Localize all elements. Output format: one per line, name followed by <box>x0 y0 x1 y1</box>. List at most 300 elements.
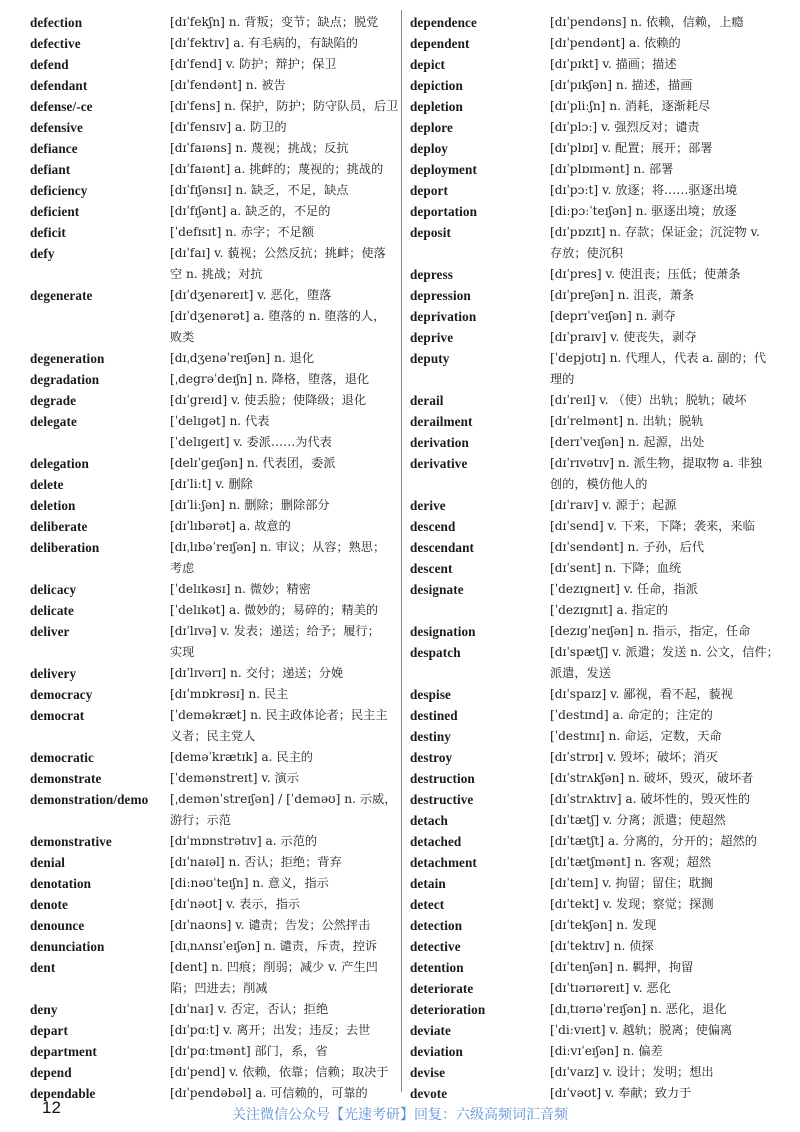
definition <box>170 747 395 768</box>
definition-line: [derɪˈveɪʃən] n. 起源，出处 <box>550 435 705 449</box>
definition-line: [dɪˌdʒenəˈreɪʃən] n. 退化 <box>170 351 315 365</box>
definition-line: [dɪˌlɪbəˈreɪʃən] n. 审议；从容；熟思； <box>170 540 386 554</box>
headword: delicate <box>30 603 75 618</box>
definition <box>550 978 775 999</box>
definition-line: [diːpɔːˈteɪʃən] n. 驱逐出境；放逐 <box>550 204 737 218</box>
vocab-entry <box>410 264 775 285</box>
definition <box>550 558 775 579</box>
headword: deputy <box>410 351 450 366</box>
definition <box>550 516 775 537</box>
definition-line: [dɪˈfekʃn] n. 背叛；变节；缺点；脱党 <box>170 15 379 29</box>
headword: department <box>30 1044 97 1059</box>
definition <box>170 1020 395 1041</box>
definition <box>550 684 775 705</box>
definition-line: [ˈdepjʊtɪ] n. 代理人，代表 a. 副的；代 <box>550 351 767 365</box>
definition-line: [dɪˈlɪvə] v. 发表；递送；给予；履行； <box>170 624 380 638</box>
headword: depart <box>30 1023 68 1038</box>
headword: defend <box>30 57 69 72</box>
headword: denotation <box>30 876 92 891</box>
definition <box>550 1020 775 1041</box>
headword: dent <box>30 960 56 975</box>
definition-line: [dɪˈtenʃən] n. 羁押，拘留 <box>550 960 694 974</box>
definition-line: [dɪˈraɪv] v. 源于；起源 <box>550 498 677 512</box>
definition-line: [dɪˈtætʃ] v. 分离；派遣；使超然 <box>550 813 726 827</box>
headword: defendant <box>30 78 88 93</box>
vocab-entry <box>410 1083 775 1104</box>
definition-line: [diːnəʊˈteɪʃn] n. 意义，指示 <box>170 876 329 890</box>
vocab-entry <box>410 138 775 159</box>
vocab-entry <box>410 726 775 747</box>
definition-line: [ˌdegrəˈdeɪʃn] n. 降格，堕落，退化 <box>170 372 370 386</box>
definition <box>170 348 395 369</box>
definition <box>550 1083 775 1104</box>
vocab-entry <box>410 894 775 915</box>
definition <box>170 936 395 957</box>
vocab-entry <box>30 159 395 180</box>
headword: deterioration <box>410 1002 486 1017</box>
vocab-entry <box>410 831 775 852</box>
definition-line: [dɪˈtætʃt] a. 分离的，分开的；超然的 <box>550 834 757 848</box>
definition <box>550 831 775 852</box>
headword: designate <box>410 582 464 597</box>
definition-line: [ˌdemənˈstreɪʃən] / [ˈdeməʊ] n. 示威， <box>170 792 397 806</box>
definition <box>550 852 775 873</box>
definition-line: [dɪˈnaʊns] v. 谴责；告发；公然抨击 <box>170 918 371 932</box>
vocab-entry <box>30 348 395 369</box>
vocab-entry <box>30 474 395 495</box>
vocab-entry <box>30 789 395 831</box>
vocab-entry <box>410 411 775 432</box>
vocab-entry <box>410 285 775 306</box>
vocab-entry <box>410 1020 775 1041</box>
definition <box>170 285 395 348</box>
definition <box>550 12 775 33</box>
definition <box>170 390 395 411</box>
headword: deficiency <box>30 183 88 198</box>
definition-line: 空 n. 挑战；对抗 <box>170 267 263 281</box>
headword: deliver <box>30 624 70 639</box>
vocab-entry <box>30 369 395 390</box>
headword: deviate <box>410 1023 451 1038</box>
definition <box>550 957 775 978</box>
vocab-entry <box>410 222 775 264</box>
vocab-entry <box>410 747 775 768</box>
definition-line: [dɪˈdʒenərət] a. 堕落的 n. 堕落的人， <box>170 309 386 323</box>
headword: deliberate <box>30 519 88 534</box>
headword: derivative <box>410 456 468 471</box>
headword: defiant <box>30 162 71 177</box>
definition <box>170 684 395 705</box>
headword: delete <box>30 477 64 492</box>
definition-line: [dɪˈstrɒɪ] v. 毁坏；破坏；消灭 <box>550 750 718 764</box>
definition-line: [dɪˈliːt] v. 删除 <box>170 477 253 491</box>
headword: dependable <box>30 1086 96 1101</box>
vocab-entry <box>410 915 775 936</box>
vocab-entry <box>410 180 775 201</box>
headword: derivation <box>410 435 469 450</box>
definition <box>550 705 775 726</box>
definition <box>550 159 775 180</box>
definition <box>170 831 395 852</box>
definition <box>170 453 395 474</box>
definition <box>170 789 396 831</box>
definition <box>170 54 395 75</box>
vocab-entry <box>30 33 395 54</box>
definition-line: [dɪˈstrʌktɪv] a. 破坏性的，毁灭性的 <box>550 792 751 806</box>
vocab-entry <box>30 1062 395 1083</box>
vocab-entry <box>30 831 395 852</box>
definition-line: [dɪˌnʌnsɪˈeɪʃən] n. 谴责，斥责，控诉 <box>170 939 378 953</box>
definition-line: [dɪˈvaɪz] v. 设计；发明；想出 <box>550 1065 714 1079</box>
headword: denial <box>30 855 66 870</box>
headword: democrat <box>30 708 85 723</box>
left-column <box>30 12 399 1104</box>
definition-line: [dɪˈspaɪz] v. 鄙视，看不起，藐视 <box>550 687 733 701</box>
headword: defiance <box>30 141 78 156</box>
vocab-entry <box>30 201 395 222</box>
headword: denunciation <box>30 939 105 954</box>
definition <box>550 894 775 915</box>
headword: deport <box>410 183 448 198</box>
definition <box>550 768 775 789</box>
headword: degradation <box>30 372 100 387</box>
headword: demonstrative <box>30 834 112 849</box>
headword: defective <box>30 36 81 51</box>
vocab-entry <box>410 789 775 810</box>
headword: detachment <box>410 855 477 870</box>
definition-line: [dɪˈpɑːt] v. 离开；出发；违反；去世 <box>170 1023 371 1037</box>
definition <box>170 75 395 96</box>
definition <box>170 117 395 138</box>
headword: defy <box>30 246 55 261</box>
definition-line: [dɪˈnəʊt] v. 表示，指示 <box>170 897 301 911</box>
vocab-entry <box>30 54 395 75</box>
vocab-entry <box>410 96 775 117</box>
definition-line: [ˈdezɪgnɪt] a. 指定的 <box>550 603 669 617</box>
definition <box>550 54 775 75</box>
definition <box>170 12 395 33</box>
vocab-entry <box>30 1083 395 1104</box>
definition-line: [dɪˈplɔː] v. 强烈反对；谴责 <box>550 120 700 134</box>
definition-line: [dɪˈstrʌkʃən] n. 破坏，毁灭，破坏者 <box>550 771 754 785</box>
definition <box>550 726 775 747</box>
vocab-entry <box>30 579 395 600</box>
definition <box>170 369 395 390</box>
definition <box>170 1062 395 1083</box>
definition-line: [dɪˈfaɪəns] n. 蔑视；挑战；反抗 <box>170 141 349 155</box>
definition-line: [ˈdezɪgneɪt] v. 任命，指派 <box>550 582 698 596</box>
definition-line: [dezɪgˈneɪʃən] n. 指示，指定，任命 <box>550 624 751 638</box>
definition <box>550 453 775 495</box>
definition-line: [ˈdeməkræt] n. 民主政体论者；民主主 <box>170 708 388 722</box>
headword: delicacy <box>30 582 77 597</box>
headword: designation <box>410 624 476 639</box>
definition <box>170 201 395 222</box>
definition <box>550 222 775 264</box>
definition <box>550 306 775 327</box>
headword: dependent <box>410 36 470 51</box>
vocab-entry <box>30 1020 395 1041</box>
headword: demonstrate <box>30 771 102 786</box>
vocab-entry <box>30 684 395 705</box>
vocab-entry <box>30 705 395 747</box>
definition-line: [dent] n. 凹痕；削弱；减少 v. 产生凹 <box>170 960 378 974</box>
definition-line: [dɪˈrelmənt] n. 出轨；脱轨 <box>550 414 704 428</box>
vocab-entry <box>410 936 775 957</box>
definition-line: [dɪˈteɪn] v. 拘留；留住；耽搁 <box>550 876 713 890</box>
headword: depress <box>410 267 453 282</box>
definition-line: [dɪˈpend] v. 依赖，依靠；信赖；取决于 <box>170 1065 389 1079</box>
headword: denote <box>30 897 68 912</box>
headword: defensive <box>30 120 83 135</box>
definition-line: [dɪˈfɪʃənt] a. 缺乏的，不足的 <box>170 204 331 218</box>
headword: destruction <box>410 771 475 786</box>
definition-line: [dɪˈnaɪ] v. 否定，否认；拒绝 <box>170 1002 329 1016</box>
definition <box>550 915 775 936</box>
definition <box>550 642 779 684</box>
headword: despise <box>410 687 452 702</box>
definition <box>550 810 775 831</box>
headword: delivery <box>30 666 77 681</box>
vocab-entry <box>30 243 395 285</box>
vocab-entry <box>30 915 395 936</box>
definition <box>170 873 395 894</box>
headword: defense/-ce <box>30 99 93 114</box>
vocab-entry <box>30 537 395 579</box>
vocab-entry <box>410 810 775 831</box>
definition-line: [dɪˈtektɪv] n. 侦探 <box>550 939 654 953</box>
definition <box>170 705 395 747</box>
definition-line: [dɪˈpreʃən] n. 沮丧，萧条 <box>550 288 695 302</box>
definition <box>170 1083 395 1104</box>
definition-line: [dɪˈlɪvərɪ] n. 交付；递送；分娩 <box>170 666 344 680</box>
vocab-entry <box>410 621 775 642</box>
definition-line: [dɪˈpɑːtmənt] 部门，系，省 <box>170 1044 328 1058</box>
definition-line: [dɪˈfensɪv] a. 防卫的 <box>170 120 287 134</box>
definition <box>550 579 775 621</box>
headword: detection <box>410 918 463 933</box>
vocab-entry <box>30 180 395 201</box>
headword: delegation <box>30 456 89 471</box>
definition-line: [dɪˈpɔːt] v. 放逐；将……驱逐出境 <box>550 183 738 197</box>
definition-line: [dɪˈpendəbəl] a. 可信赖的，可靠的 <box>170 1086 368 1100</box>
definition-line: [dɪˈspætʃ] v. 派遣；发送 n. 公文，信件； <box>550 645 779 659</box>
definition <box>550 75 775 96</box>
definition <box>550 180 775 201</box>
headword: demonstration/demo <box>30 792 149 807</box>
headword: devise <box>410 1065 446 1080</box>
definition-line: [dɪˈrɪvətɪv] n. 派生物，提取物 a. 非独 <box>550 456 763 470</box>
definition <box>550 747 775 768</box>
vocab-entry <box>30 96 399 117</box>
definition-line: [dɪˈsend] v. 下来，下降；袭来，来临 <box>550 519 755 533</box>
definition <box>550 348 775 390</box>
definition <box>550 33 775 54</box>
headword: detach <box>410 813 448 828</box>
vocab-entry <box>30 957 395 999</box>
definition-line: [ˈdefɪsɪt] n. 赤字；不足额 <box>170 225 314 239</box>
definition-line: [dɪˈfend] v. 防护；辩护；保卫 <box>170 57 337 71</box>
vocab-entry <box>30 453 395 474</box>
definition <box>550 411 775 432</box>
definition-line: [delɪˈgeɪʃən] n. 代表团，委派 <box>170 456 336 470</box>
definition-line: [dɪˈdʒenəreɪt] v. 恶化，堕落 <box>170 288 332 302</box>
definition <box>550 432 775 453</box>
definition <box>170 222 395 243</box>
page-number: 12 <box>42 1098 61 1117</box>
definition-line: [dɪˈpɒzɪt] n. 存款；保证金；沉淀物 v. <box>550 225 760 239</box>
definition <box>170 411 395 453</box>
definition <box>550 789 775 810</box>
headword: destructive <box>410 792 474 807</box>
vocab-entry <box>410 75 775 96</box>
vocab-entry <box>410 516 775 537</box>
headword: detect <box>410 897 445 912</box>
headword: depiction <box>410 78 463 93</box>
headword: destiny <box>410 729 452 744</box>
definition <box>170 138 395 159</box>
definition-line: [dɪˈfektɪv] a. 有毛病的，有缺陷的 <box>170 36 358 50</box>
headword: deletion <box>30 498 76 513</box>
definition-line: 存放；使沉积 <box>550 246 624 260</box>
definition-line: [dɪˈfɪʃənsɪ] n. 缺乏，不足，缺点 <box>170 183 349 197</box>
vocab-entry <box>30 285 395 348</box>
vocab-entry <box>30 663 395 684</box>
definition-line: [dɪˈvəʊt] v. 奉献；致力于 <box>550 1086 692 1100</box>
definition-line: [dɪˈnaɪəl] n. 否认；拒绝；背弃 <box>170 855 342 869</box>
headword: dependence <box>410 15 477 30</box>
definition <box>170 957 395 999</box>
headword: deposit <box>410 225 452 240</box>
vocab-entry <box>410 873 775 894</box>
headword: depression <box>410 288 471 303</box>
definition-line: [dɪˈpɪkʃən] n. 描述，描画 <box>550 78 693 92</box>
vocab-entry <box>30 138 395 159</box>
definition-line: [ˈdelɪkət] a. 微妙的；易碎的；精美的 <box>170 603 379 617</box>
vocab-entry <box>410 390 775 411</box>
definition <box>550 936 775 957</box>
vocab-entry <box>30 999 395 1020</box>
definition <box>170 768 395 789</box>
headword: deficient <box>30 204 80 219</box>
definition <box>170 999 395 1020</box>
definition <box>550 621 775 642</box>
definition-line: 创的，模仿他人的 <box>550 477 648 491</box>
vocab-entry <box>410 1062 775 1083</box>
definition-line: [ˈdestɪnɪ] n. 命运，定数，天命 <box>550 729 722 743</box>
definition-line: 败类 <box>170 330 195 344</box>
headword: degenerate <box>30 288 93 303</box>
vocab-entry <box>410 768 775 789</box>
vocab-entry <box>30 936 395 957</box>
definition-line: [dɪˈplɒɪ] v. 配置；展开；部署 <box>550 141 713 155</box>
definition-line: [dɪˈplɒɪmənt] n. 部署 <box>550 162 674 176</box>
vocab-entry <box>30 75 395 96</box>
definition <box>170 852 395 873</box>
definition-line: [dɪˈmɒkrəsɪ] n. 民主 <box>170 687 289 701</box>
definition-line: [dɪˈliːʃən] n. 删除；删除部分 <box>170 498 330 512</box>
definition-line: [dɪˈsent] n. 下降；血统 <box>550 561 682 575</box>
headword: depend <box>30 1065 72 1080</box>
definition <box>550 117 775 138</box>
headword: deny <box>30 1002 58 1017</box>
vocab-entry <box>410 495 775 516</box>
headword: destined <box>410 708 458 723</box>
definition <box>170 96 398 117</box>
vocab-entry <box>410 1041 775 1062</box>
vocab-entry <box>410 33 775 54</box>
vocab-entry <box>410 684 775 705</box>
definition <box>550 873 775 894</box>
definition-line: [ˈdelɪkəsɪ] n. 微妙；精密 <box>170 582 311 596</box>
definition <box>550 285 775 306</box>
vocab-entry <box>30 222 395 243</box>
definition <box>550 537 775 558</box>
headword: democracy <box>30 687 93 702</box>
headword: descent <box>410 561 453 576</box>
definition-line: [dɪˈtekt] v. 发现；察觉；探测 <box>550 897 714 911</box>
right-column <box>410 12 779 1104</box>
definition-line: [ˈdiːvɪeɪt] v. 越轨；脱离；使偏离 <box>550 1023 733 1037</box>
definition-line: [diːvɪˈeɪʃən] n. 偏差 <box>550 1044 663 1058</box>
vocab-entry <box>30 516 395 537</box>
vocab-entry <box>410 978 775 999</box>
definition <box>550 1041 775 1062</box>
headword: defection <box>30 15 83 30</box>
headword: detention <box>410 960 464 975</box>
vocab-entry <box>410 558 775 579</box>
definition-line: [dɪˈtɪərɪəreɪt] v. 恶化 <box>550 981 671 995</box>
definition-line: [dɪˈpendənt] a. 依赖的 <box>550 36 681 50</box>
definition <box>550 1062 775 1083</box>
footer-note: 关注微信公众号【光速考研】回复：六级高频词汇音频 <box>232 1107 568 1123</box>
headword: depletion <box>410 99 463 114</box>
definition <box>170 159 395 180</box>
definition-line: [dɪˈlɪbərət] a. 故意的 <box>170 519 291 533</box>
definition-line: [deməˈkrætɪk] a. 民主的 <box>170 750 313 764</box>
vocab-entry <box>410 579 775 621</box>
vocab-entry <box>30 852 395 873</box>
definition-line: 义者；民主党人 <box>170 729 256 743</box>
definition <box>550 327 775 348</box>
definition-line: [dɪˈfens] n. 保护，防护；防守队员，后卫 <box>170 99 399 113</box>
definition-line: 考虑 <box>170 561 195 575</box>
definition <box>170 495 395 516</box>
headword: detached <box>410 834 462 849</box>
definition-line: [dɪˈfendənt] n. 被告 <box>170 78 286 92</box>
definition-line: [deprɪˈveɪʃən] n. 剥夺 <box>550 309 676 323</box>
definition-line: 游行；示范 <box>170 813 231 827</box>
headword: democratic <box>30 750 94 765</box>
definition-line: [dɪˈpliːʃn] n. 消耗，逐渐耗尽 <box>550 99 711 113</box>
headword: descend <box>410 519 456 534</box>
definition <box>170 180 395 201</box>
vocab-entry <box>410 705 775 726</box>
headword: deprivation <box>410 309 477 324</box>
definition <box>170 1041 395 1062</box>
vocab-entry <box>410 852 775 873</box>
headword: derive <box>410 498 446 513</box>
definition <box>170 33 395 54</box>
vocab-entry <box>30 894 395 915</box>
definition-line: [dɪˈtekʃən] n. 发现 <box>550 918 657 932</box>
definition-line: [dɪˈpɪkt] v. 描画；描述 <box>550 57 677 71</box>
vocab-entry <box>410 348 775 390</box>
definition <box>550 138 775 159</box>
definition <box>550 264 775 285</box>
definition <box>170 663 395 684</box>
definition-line: [dɪˌtɪərɪəˈreɪʃən] n. 恶化，退化 <box>550 1002 727 1016</box>
